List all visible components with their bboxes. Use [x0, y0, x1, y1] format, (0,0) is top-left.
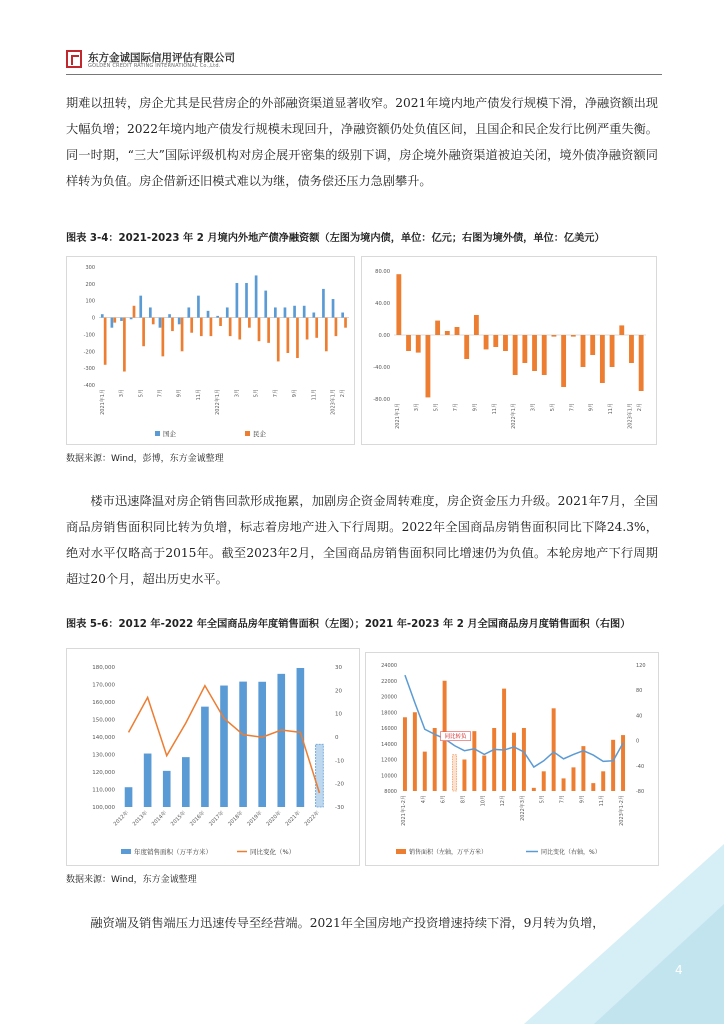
y-tick-label: -40.00 — [373, 365, 390, 371]
bar-private — [210, 318, 213, 337]
bar-monthly-sales — [522, 728, 526, 791]
legend-label-yoy: 同比变化（%） — [250, 848, 296, 856]
annotation-label: 同比转负 — [444, 734, 467, 741]
y-tick-label: 8000 — [384, 789, 397, 795]
bar-annual-sales — [182, 757, 190, 807]
bar-offshore — [610, 335, 615, 367]
source-note-1: 数据来源：Wind，彭博，东方金诚整理 — [66, 454, 224, 464]
legend-label-state-owned: 国企 — [163, 430, 176, 438]
x-tick-label: 2021年1-2月 — [400, 795, 407, 826]
bar-state-owned — [284, 307, 287, 317]
bar-annual-sales — [297, 668, 305, 807]
x-tick-label: 2017年 — [208, 810, 226, 828]
bar-state-owned — [293, 306, 296, 318]
x-tick-label: 2022年1月 — [215, 389, 222, 415]
x-tick-label: 11月 — [491, 403, 498, 415]
bar-private — [287, 318, 290, 353]
x-tick-label: 5月 — [549, 403, 556, 412]
bar-private — [238, 318, 241, 340]
bar-monthly-sales — [462, 760, 466, 792]
page-header — [66, 48, 666, 72]
x-tick-label: 2022年3月 — [519, 795, 526, 821]
x-tick-label: 2021年1月 — [394, 403, 401, 429]
x-tick-label: 9月 — [472, 403, 479, 412]
legend-swatch-monthly-sales — [396, 849, 406, 854]
bar-annual-sales — [144, 754, 152, 807]
bar-annual-sales — [220, 686, 228, 807]
bar-monthly-sales — [601, 771, 605, 791]
bar-monthly-sales — [581, 746, 585, 791]
paragraph-1: 期难以扭转，房企尤其是民营房企的外部融资渠道显著收窄。2021年境内地产债发行规模下滑，净融资额出现大幅负增；2022年境内地产债发行规模未现回升，净融资额仍处负值区间，且国企和民企发行比例严重失衡。同一时期，“三大”国际评级机构对房企展开密集的级别下调，房企境外融资渠道被迫关闭，境外债净融资额同样转为负值。房企借新还旧模式难以为继，债务偿还压力急剧攀升。 — [66, 96, 658, 188]
x-tick-label: 7月 — [569, 403, 576, 412]
bar-offshore — [590, 335, 595, 355]
y2-tick-label: -30 — [335, 805, 344, 811]
bar-private — [200, 318, 203, 337]
y2-tick-label: -10 — [335, 758, 344, 765]
y2-tick-label: 40 — [636, 713, 643, 720]
bar-private — [219, 318, 222, 326]
y-tick-label: 170,000 — [92, 682, 115, 689]
x-tick-label: 5月 — [539, 795, 546, 804]
x-tick-label: 11月 — [311, 389, 318, 401]
bar-offshore — [474, 315, 479, 335]
x-tick-label: 11月 — [608, 403, 615, 415]
x-tick-label: 2015年 — [169, 810, 188, 828]
bar-private — [123, 318, 126, 372]
y-tick-label: 100,000 — [92, 805, 115, 811]
x-tick-label: 2022年1月 — [511, 403, 518, 429]
y-tick-label: 12000 — [381, 757, 397, 764]
bar-state-owned — [245, 283, 248, 318]
x-tick-label: 2月 — [637, 403, 644, 412]
source-note-2: 数据来源：Wind，东方金诚整理 — [66, 875, 197, 885]
page-corner-decoration — [524, 844, 724, 1024]
x-tick-label: 10月 — [480, 795, 487, 807]
company-name-en: GOLDEN CREDIT RATING INTERNATIONAL Co.,Ltd. — [88, 63, 221, 69]
bar-offshore — [542, 335, 547, 375]
bar-state-owned — [226, 307, 229, 317]
bar-offshore — [552, 335, 557, 337]
bar-state-owned — [274, 307, 277, 317]
bar-offshore — [493, 335, 498, 347]
y-tick-label: 20000 — [381, 694, 397, 701]
bar-annual-sales — [163, 771, 171, 807]
bar-state-owned — [101, 314, 104, 317]
bar-monthly-sales — [542, 771, 546, 791]
y-tick-label: 40.00 — [375, 301, 390, 307]
page-number: 4 — [675, 963, 683, 977]
bar-offshore — [600, 335, 605, 383]
y2-tick-label: 30 — [335, 665, 342, 671]
legend-label-monthly-sales: 销售面积（左轴，万平方米） — [409, 849, 488, 856]
bar-private — [142, 318, 145, 347]
x-tick-label: 7月 — [272, 389, 279, 398]
figure-caption-5-6: 图表 5-6：2012 年-2022 年全国商品房年度销售面积（左图）；2021 年-2023 年 2 月全国商品房月度销售面积（右图） — [66, 619, 631, 630]
bar-monthly-sales — [413, 712, 417, 791]
x-tick-label: 6月 — [440, 795, 447, 804]
y2-tick-label: -80 — [636, 789, 645, 795]
x-tick-label: 8月 — [460, 795, 467, 804]
y-tick-label: 110,000 — [92, 787, 115, 794]
bar-state-owned — [168, 314, 171, 317]
bar-private — [267, 318, 270, 343]
y-tick-label: 18000 — [381, 710, 397, 717]
y-tick-label: 130,000 — [92, 752, 115, 759]
y2-tick-label: -40 — [636, 763, 645, 770]
bar-state-owned — [312, 313, 315, 318]
y-tick-label: -100 — [83, 332, 95, 339]
x-tick-label: 7月 — [157, 389, 164, 398]
bar-offshore — [513, 335, 518, 375]
y2-tick-label: 0 — [335, 735, 339, 741]
y-tick-label: -300 — [83, 366, 95, 373]
bar-monthly-sales — [571, 767, 575, 791]
legend-swatch-annual-sales — [121, 849, 131, 854]
x-tick-label: 3月 — [530, 403, 537, 412]
bar-private — [229, 318, 232, 337]
x-tick-label: 2023年1月 — [330, 389, 337, 415]
bar-monthly-sales — [532, 788, 536, 791]
bar-offshore — [455, 327, 460, 335]
x-tick-label: 2012年 — [112, 810, 130, 828]
y-tick-label: 22000 — [381, 678, 397, 685]
bar-annual-sales — [258, 682, 266, 807]
paragraph-3: 融资端及销售端压力迅速传导至经营端。2021年全国房地产投资增速持续下滑，9月转为负增， — [90, 916, 605, 930]
x-tick-label: 11月 — [195, 389, 202, 401]
y-tick-label: 10000 — [381, 773, 397, 780]
bar-private — [171, 318, 174, 331]
bar-offshore — [416, 335, 421, 353]
x-tick-label: 12月 — [500, 795, 507, 807]
legend-label-annual-sales: 年度销售面积（万平方米） — [134, 848, 212, 856]
bar-state-owned — [120, 318, 123, 321]
bar-private — [258, 318, 261, 342]
bar-annual-sales — [239, 682, 247, 807]
bar-monthly-sales — [482, 756, 486, 791]
bar-state-owned — [178, 318, 181, 325]
x-tick-label: 3月 — [414, 403, 421, 412]
y-tick-label: 0 — [91, 315, 95, 322]
bar-offshore — [426, 335, 431, 397]
x-tick-label: 2016年 — [189, 810, 207, 828]
bar-state-owned — [159, 318, 162, 328]
bar-state-owned — [303, 306, 306, 318]
bar-offshore — [406, 335, 411, 351]
bar-state-owned — [255, 275, 258, 317]
x-tick-label: 7月 — [559, 795, 566, 804]
bar-annual-sales — [277, 674, 285, 807]
bar-state-owned — [264, 291, 267, 318]
y-tick-label: 14000 — [381, 741, 397, 748]
y-tick-label: 200 — [85, 281, 95, 288]
x-tick-label: 2020年 — [265, 810, 283, 828]
bar-offshore — [571, 335, 576, 337]
bar-monthly-sales — [472, 731, 476, 791]
bar-state-owned — [149, 307, 152, 317]
bar-offshore — [445, 331, 450, 335]
bar-private — [277, 318, 280, 362]
bar-private — [113, 318, 116, 323]
bar-private — [152, 318, 155, 325]
legend-label-monthly-yoy: 同比变化（右轴，%） — [541, 849, 601, 856]
company-name-cn: 东方金诚国际信用评估有限公司 — [88, 52, 235, 64]
x-tick-label: 2023年1-2月 — [619, 795, 626, 826]
bar-offshore — [532, 335, 537, 371]
bar-annual-sales — [125, 787, 133, 807]
bar-monthly-sales — [512, 733, 516, 791]
bar-monthly-sales — [423, 752, 427, 791]
y-tick-label: 80.00 — [375, 269, 390, 275]
bar-private — [181, 318, 184, 352]
bar-monthly-sales — [453, 755, 457, 791]
x-tick-label: 2018年 — [227, 810, 245, 828]
bar-offshore — [639, 335, 644, 391]
x-tick-label: 3月 — [234, 389, 241, 398]
y-tick-label: -200 — [83, 349, 95, 356]
x-tick-label: 2021年 — [284, 810, 302, 828]
bar-monthly-sales — [492, 728, 496, 791]
bar-offshore — [581, 335, 586, 367]
y2-tick-label: 10 — [335, 711, 342, 718]
y2-tick-label: -20 — [335, 781, 344, 788]
bar-state-owned — [332, 299, 335, 318]
y-tick-label: 24000 — [381, 663, 397, 669]
bar-monthly-sales — [433, 728, 437, 791]
bar-state-owned — [130, 318, 133, 320]
x-tick-label: 5月 — [433, 403, 440, 412]
bar-private — [306, 318, 309, 340]
company-logo-icon — [66, 50, 82, 68]
bar-monthly-sales — [502, 689, 506, 791]
bar-private — [133, 306, 136, 318]
y-tick-label: 0.00 — [378, 333, 390, 339]
y-tick-label: 120,000 — [92, 770, 115, 776]
bar-state-owned — [139, 296, 142, 318]
x-tick-label: 9月 — [176, 389, 183, 398]
bar-offshore — [396, 274, 401, 335]
bar-state-owned — [322, 289, 325, 318]
chart-offshore-bond-net-financing — [361, 256, 657, 445]
chart-domestic-bond-net-financing — [66, 256, 355, 445]
bar-private — [344, 318, 347, 328]
y-tick-label: 300 — [85, 265, 95, 271]
y2-tick-label: 80 — [636, 688, 643, 695]
bar-state-owned — [207, 311, 210, 318]
chart-monthly-sales-area — [365, 652, 659, 866]
y2-tick-label: 0 — [636, 738, 640, 745]
x-tick-label: 2月 — [340, 389, 347, 398]
x-tick-label: 11月 — [599, 795, 606, 807]
bar-offshore — [484, 335, 489, 349]
y2-tick-label: 20 — [335, 688, 342, 695]
x-tick-label: 5月 — [253, 389, 260, 398]
legend-swatch-private — [245, 431, 250, 436]
x-tick-label: 2014年 — [150, 810, 169, 828]
bar-offshore — [435, 321, 440, 335]
x-tick-label: 9月 — [579, 795, 586, 804]
bar-private — [325, 318, 328, 352]
chart-annual-sales-area — [66, 648, 360, 866]
x-tick-label: 9月 — [588, 403, 595, 412]
bar-private — [335, 318, 338, 337]
y-tick-label: 140,000 — [92, 735, 115, 741]
bar-annual-sales — [201, 707, 209, 807]
bar-offshore — [629, 335, 634, 363]
bar-offshore — [561, 335, 566, 387]
bar-monthly-sales — [591, 783, 595, 791]
bar-state-owned — [187, 307, 190, 317]
figure-caption-3-4: 图表 3-4：2021-2023 年 2 月境内外地产债净融资额（左图为境内债，单位：亿元；右图为境外债，单位：亿美元） — [66, 233, 605, 244]
x-tick-label: 2023年1月 — [627, 403, 634, 429]
y2-tick-label: 120 — [636, 663, 646, 669]
y-tick-label: -80.00 — [373, 397, 390, 403]
y-tick-label: 16000 — [381, 726, 397, 732]
y-tick-label: 160,000 — [92, 700, 115, 706]
paragraph-2: 楼市迅速降温对房企销售回款形成拖累，加剧房企资金周转难度，房企资金压力升级。2021年7月，全国商品房销售面积同比转为负增，标志着房地产进入下行周期。2022年全国商品房销售面积同比下降24.3%，绝对水平仅略高于2015年。截至2023年2月，全国商品房销售面积同比增速仍为负值。本轮房地产下行周期超过20个月，超出历史水平。 — [66, 494, 658, 586]
bar-offshore — [522, 335, 527, 363]
x-tick-label: 2021年1月 — [99, 389, 106, 415]
bar-monthly-sales — [403, 717, 407, 791]
x-tick-label: 2022年 — [303, 810, 321, 828]
bar-private — [190, 318, 193, 333]
bar-monthly-sales — [611, 740, 615, 791]
y-tick-label: 150,000 — [92, 717, 115, 724]
legend-swatch-state-owned — [155, 431, 160, 436]
bar-private — [248, 318, 251, 328]
x-tick-label: 2013年 — [131, 810, 150, 828]
bar-private — [315, 318, 318, 338]
x-tick-label: 3月 — [119, 389, 126, 398]
bar-private — [104, 318, 107, 365]
bar-private — [296, 318, 299, 358]
bar-monthly-sales — [562, 778, 566, 791]
bar-state-owned — [111, 318, 114, 328]
bar-monthly-sales — [552, 708, 556, 791]
bar-offshore — [464, 335, 469, 359]
bar-offshore — [619, 325, 624, 335]
bar-annual-sales — [316, 744, 324, 807]
y-tick-label: -400 — [83, 383, 95, 389]
header-divider — [66, 74, 662, 75]
y-tick-label: 180,000 — [92, 665, 115, 671]
bar-state-owned — [236, 283, 239, 318]
bar-state-owned — [197, 296, 200, 318]
x-tick-label: 7月 — [453, 403, 459, 412]
bar-private — [162, 318, 165, 357]
x-tick-label: 9月 — [292, 389, 299, 398]
legend-label-private: 民企 — [253, 430, 266, 438]
x-tick-label: 4月 — [420, 795, 427, 804]
bar-state-owned — [216, 316, 219, 318]
x-tick-label: 5月 — [138, 389, 145, 398]
y-tick-label: 100 — [85, 298, 95, 305]
x-tick-label: 2019年 — [246, 810, 264, 828]
bar-offshore — [503, 335, 508, 351]
bar-state-owned — [341, 313, 344, 318]
